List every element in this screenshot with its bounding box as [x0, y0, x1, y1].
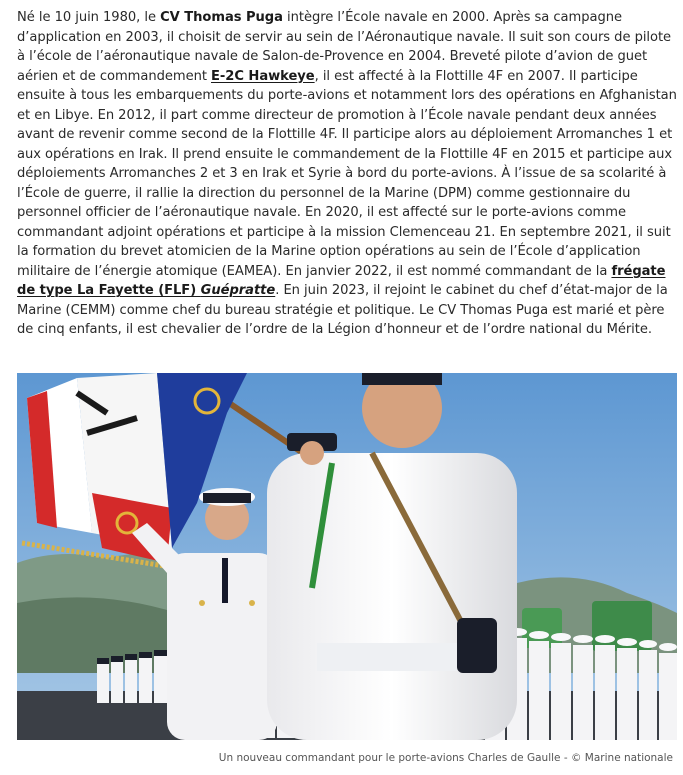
text-segment: . En juin 2023, il rejoint le cabinet du chef d’état-major de la Marine (CEMM) comme chef du bureau stratégie et politique. Le CV Thomas Puga est marié et père de cinq enfants, il est chevalier de l’ordre de la Légion d’honneur et de l’ordre national du Mérite.: [17, 283, 668, 337]
text-segment: intègre l’École navale en 2000. Après sa campagne d’application en 2003, il choisit de servir au sein de l’Aéronautique navale. Il suit son cours de pilote à l’école de l’aéronautique navale de Salon-de-Provence en 2004. Breveté pilote d’avion de guet aérien et de commandement: [17, 10, 672, 84]
guepratte-link-label: Guépratte: [200, 283, 276, 298]
ceremony-photo: [17, 373, 677, 740]
text-segment: , il est affecté à la Flottille 4F en 2007. Il participe ensuite à tous les embarquements du porte-avions et notamment lors des opérations en Afghanistan et en Libye. En 2012, il part comme directeur de promotion à l’École navale pendant deux années avant de revenir comme second de la Flottille 4F. Il participe alors au déploiement Arromanches 1 et aux opérations en Irak. Il prend ensuite le commandement de la Flottille 4F en 2015 et participe aux déploiements Arromanches 2 et 3 en Irak et Syrie à bord du porte-avions. À l’issue de sa scolarité à l’École de guerre, il rallie la direction du personnel de la Marine (DPM) comme gestionnaire du personnel officier de l’aéronautique navale. En 2020, il est affecté sur le porte-avions comme commandant adjoint opérations et participe à la mission Clemenceau 21. En septembre 2021, il suit la formation du brevet atomicien de la Marine option opérations au sein de l’École d’application militaire de l’énergie atomique (EAMEA). En janvier 2022, il est nommé commandant de la: [17, 68, 677, 279]
e2c-hawkeye-link[interactable]: E-2C Hawkeye: [211, 68, 315, 84]
article-body: [17, 8, 677, 340]
photo-caption: Un nouveau commandant pour le porte-avions Charles de Gaulle - © Marine nationale: [218, 752, 673, 764]
biography-paragraph: [17, 8, 677, 340]
bold-name: CV Thomas Puga: [160, 10, 283, 25]
fregate-link-label: frégate de type La Fayette (FLF): [17, 263, 666, 298]
text-segment: Né le 10 juin 1980, le: [17, 10, 161, 25]
